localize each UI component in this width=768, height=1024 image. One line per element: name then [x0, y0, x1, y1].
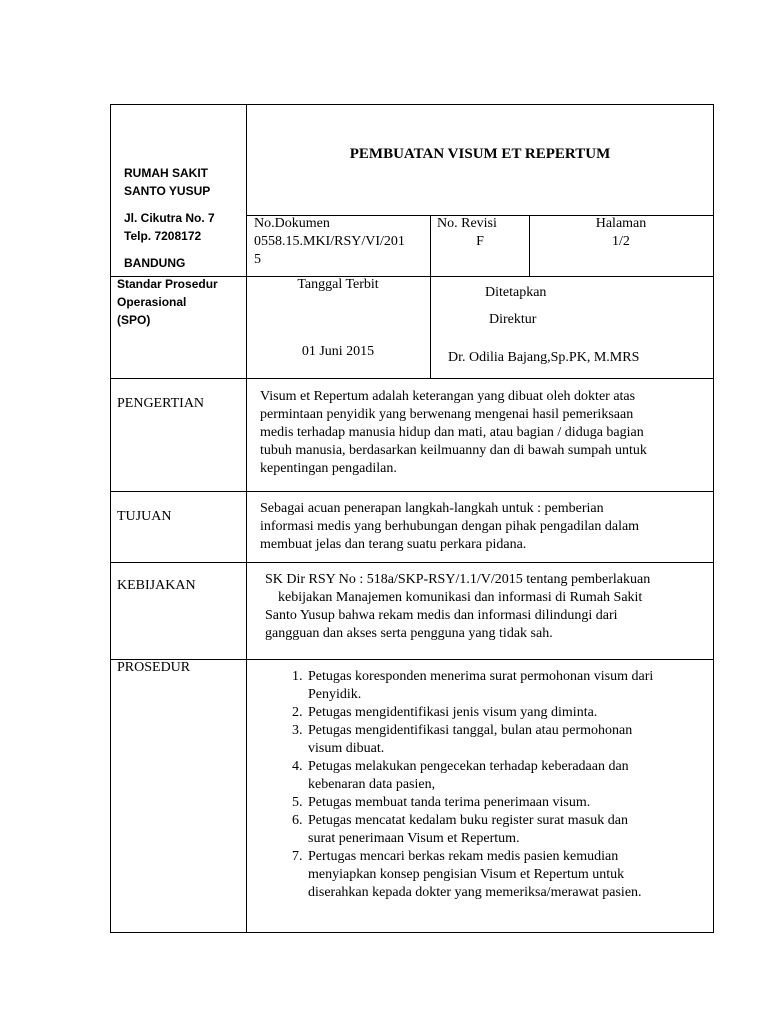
pengertian-label: PENGERTIAN	[117, 396, 205, 411]
prosedur-step: 5. Petugas membuat tanda terima penerimaan visum.	[306, 794, 710, 812]
no-dokumen: No.Dokumen 0558.15.MKI/RSY/VI/201 5	[254, 216, 405, 267]
kebijakan-text: SK Dir RSY No : 518a/SKP-RSY/1.1/V/2015 tentang pemberlakuan kebijakan Manajemen komunikasi dan informasi di Rumah Sakit Santo Yusup bahwa rekam medis dan informasi dilindungi dari gangguan dan akses serta pengguna yang tidak sah.	[265, 572, 651, 641]
column-divider	[246, 104, 247, 933]
prosedur-step: 2. Petugas mengidentifikasi jenis visum yang diminta.	[306, 704, 710, 722]
tujuan-label: TUJUAN	[117, 509, 172, 524]
prosedur-step: 1. Petugas koresponden menerima surat permohonan visum dari Penyidik.	[306, 668, 710, 704]
tujuan-text: Sebagai acuan penerapan langkah-langkah untuk : pemberian informasi medis yang berhubungan dengan pihak pengadilan dalam membuat jelas dan terang suatu perkara pidana.	[260, 501, 640, 552]
hospital-address: Jl. Cikutra No. 7 Telp. 7208172	[124, 211, 215, 243]
prosedur-step: 7. Pertugas mencari berkas rekam medis pasien kemudian menyiapkan konsep pengisian Visum et Repertum untuk diserahkan kepada dokter yang memeriksa/merawat pasien.	[306, 848, 710, 902]
docinfo-divider-1	[430, 215, 431, 277]
prosedur-label: PROSEDUR	[117, 660, 191, 675]
page-title: PEMBUATAN VISUM ET REPERTUM	[349, 146, 611, 162]
prosedur-step: 4. Petugas melakukan pengecekan terhadap keberadaan dan kebenaran data pasien,	[306, 758, 710, 794]
pengertian-text: Visum et Repertum adalah keterangan yang dibuat oleh dokter atas permintaan penyidik yang berwenang mengenai hasil pemeriksaan medis terhadap manusia hidup dan mati, atau bagian / diduga bagian tubuh manusia, berdasarkan keilmuanny dan di bawah sumpah untuk kepentingan pengadilan.	[260, 389, 647, 476]
signatory-name: Dr. Odilia Bajang,Sp.PK, M.MRS	[448, 350, 640, 365]
row-divider-kebijakan	[110, 659, 714, 660]
hospital-city: BANDUNG	[124, 256, 186, 270]
direktur-label: Direktur	[489, 312, 537, 327]
prosedur-step: 6. Petugas mencatat kedalam buku register surat masuk dan surat penerimaan Visum et Repertum.	[306, 812, 710, 848]
row-divider-header-bottom	[110, 378, 714, 379]
prosedur-step: 3. Petugas mengidentifikasi tanggal, bulan atau permohonan visum dibuat.	[306, 722, 710, 758]
spo-label: Standar Prosedur Operasional (SPO)	[117, 277, 218, 327]
tanggal-terbit-label: Tanggal Terbit	[297, 277, 379, 292]
halaman: Halaman 1/2	[595, 216, 647, 249]
row-divider-tujuan	[110, 562, 714, 563]
ditetapkan-label: Ditetapkan	[485, 285, 547, 300]
row-divider-pengertian	[110, 491, 714, 492]
spo-divider	[430, 276, 431, 379]
kebijakan-label: KEBIJAKAN	[117, 578, 196, 593]
prosedur-list	[260, 668, 710, 902]
no-revisi: No. Revisi F	[437, 216, 497, 249]
hospital-name: RUMAH SAKIT SANTO YUSUP	[124, 166, 211, 198]
tanggal-terbit-value: 01 Juni 2015	[301, 344, 375, 359]
